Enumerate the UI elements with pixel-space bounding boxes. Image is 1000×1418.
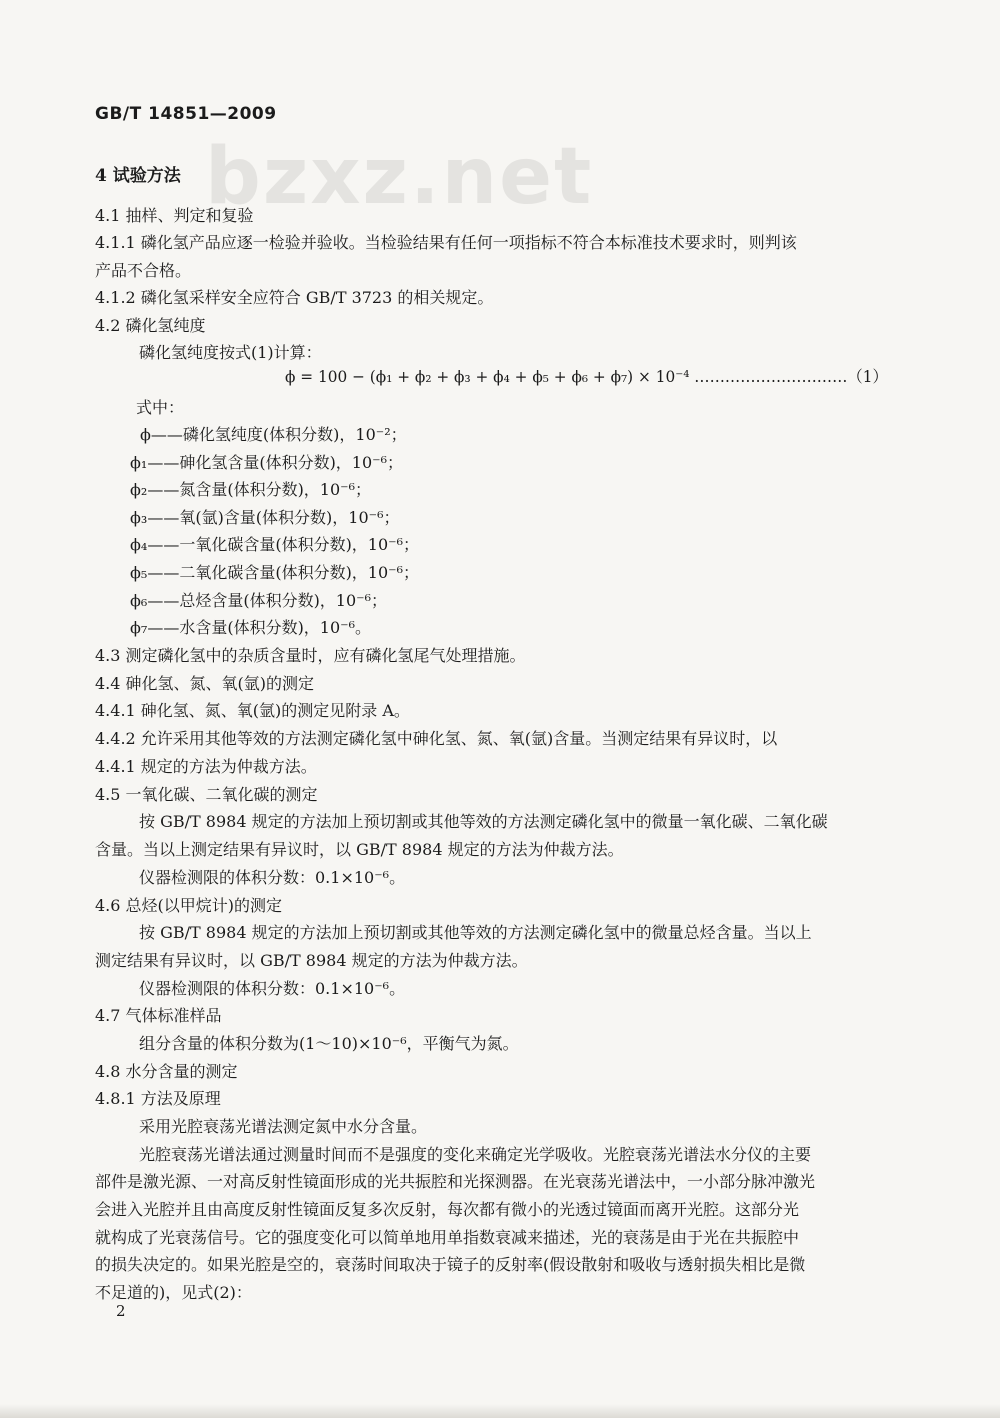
legend-intro: 式中： [136,398,185,417]
page-number: 2 [116,1302,126,1320]
paragraph-line: 不足道的)，见式(2)： [95,1283,252,1302]
legend-item: ϕ₇——水含量(体积分数)，10⁻⁶。 [130,618,372,637]
paragraph-line: 就构成了光衰荡信号。它的强度变化可以简单地用单指数衰减来描述，光的衰荡是由于光在共振腔中 [95,1228,800,1247]
clause-heading: 4.5 一氧化碳、二氧化碳的测定 [95,785,318,804]
clause-heading: 4.6 总烃(以甲烷计)的测定 [95,896,283,915]
section-heading: 4 试验方法 [95,166,181,186]
page-edge-shadow [0,1404,1000,1418]
clause-heading: 4.8.1 方法及原理 [95,1089,221,1108]
paragraph-line: 采用光腔衰荡光谱法测定氮中水分含量。 [139,1117,428,1136]
paragraph-line: 按 GB/T 8984 规定的方法加上预切割或其他等效的方法测定磷化氢中的微量总烃含量。当以上 [139,923,812,942]
legend-item: ϕ₂——氮含量(体积分数)，10⁻⁶； [130,480,372,499]
legend-item: ϕ₆——总烃含量(体积分数)，10⁻⁶； [130,591,388,610]
paragraph-line: 4.1.1 磷化氢产品应逐一检验并验收。当检验结果有任何一项指标不符合本标准技术要求时，则判该 [95,233,797,252]
paragraph-line: 4.4.1 砷化氢、氮、氧(氩)的测定见附录 A。 [95,701,410,720]
paragraph-line: 测定结果有异议时，以 GB/T 8984 规定的方法为仲裁方法。 [95,951,528,970]
legend-item: ϕ₃——氧(氩)含量(体积分数)，10⁻⁶； [130,508,400,527]
paragraph-line: 会进入光腔并且由高度反射性镜面反复多次反射，每次都有微小的光透过镜面而离开光腔。这部分光 [95,1200,800,1219]
standard-code: GB/T 14851—2009 [95,104,277,124]
paragraph-line: 部件是激光源、一对高反射性镜面形成的光共振腔和光探测器。在光衰荡光谱法中，一小部分脉冲激光 [95,1172,816,1191]
legend-item: ϕ₁——砷化氢含量(体积分数)，10⁻⁶； [130,453,404,472]
paragraph-line: 光腔衰荡光谱法通过测量时间而不是强度的变化来确定光学吸收。光腔衰荡光谱法水分仪的主要 [139,1145,812,1164]
legend-item: ϕ₄——一氧化碳含量(体积分数)，10⁻⁶； [130,535,420,554]
equation-1: ϕ = 100 − (ϕ₁ + ϕ₂ + ϕ₃ + ϕ₄ + ϕ₅ + ϕ₆ + ϕ₇) × 10⁻⁴ …………………………（1） [285,367,888,386]
paragraph-line: 按 GB/T 8984 规定的方法加上预切割或其他等效的方法测定磷化氢中的微量一氧化碳、二氧化碳 [139,812,828,831]
paragraph-line: 含量。当以上测定结果有异议时，以 GB/T 8984 规定的方法为仲裁方法。 [95,840,624,859]
paragraph-line: 4.3 测定磷化氢中的杂质含量时，应有磷化氢尾气处理措施。 [95,646,526,665]
clause-heading: 4.7 气体标准样品 [95,1006,222,1025]
clause-heading: 4.2 磷化氢纯度 [95,316,206,335]
paragraph-line: 的损失决定的。如果光腔是空的，衰荡时间取决于镜子的反射率(假设散射和吸收与透射损失相比是微 [95,1255,806,1274]
clause-heading: 4.1 抽样、判定和复验 [95,206,254,225]
paragraph-line: 4.1.2 磷化氢采样安全应符合 GB/T 3723 的相关规定。 [95,288,494,307]
paragraph-line: 产品不合格。 [95,261,192,280]
legend-item: ϕ——磷化氢纯度(体积分数)，10⁻²； [140,425,407,444]
clause-heading: 4.8 水分含量的测定 [95,1062,238,1081]
legend-item: ϕ₅——二氧化碳含量(体积分数)，10⁻⁶； [130,563,420,582]
paragraph-line: 仪器检测限的体积分数：0.1×10⁻⁶。 [139,868,406,887]
paragraph-line: 磷化氢纯度按式(1)计算： [139,343,322,362]
watermark: bzxz.net [205,132,594,222]
paragraph-line: 4.4.2 允许采用其他等效的方法测定磷化氢中砷化氢、氮、氧(氩)含量。当测定结果有异议时，以 [95,729,778,748]
paragraph-line: 4.4.1 规定的方法为仲裁方法。 [95,757,317,776]
paragraph-line: 仪器检测限的体积分数：0.1×10⁻⁶。 [139,979,406,998]
paragraph-line: 组分含量的体积分数为(1～10)×10⁻⁶，平衡气为氮。 [139,1034,519,1053]
clause-heading: 4.4 砷化氢、氮、氧(氩)的测定 [95,674,315,693]
